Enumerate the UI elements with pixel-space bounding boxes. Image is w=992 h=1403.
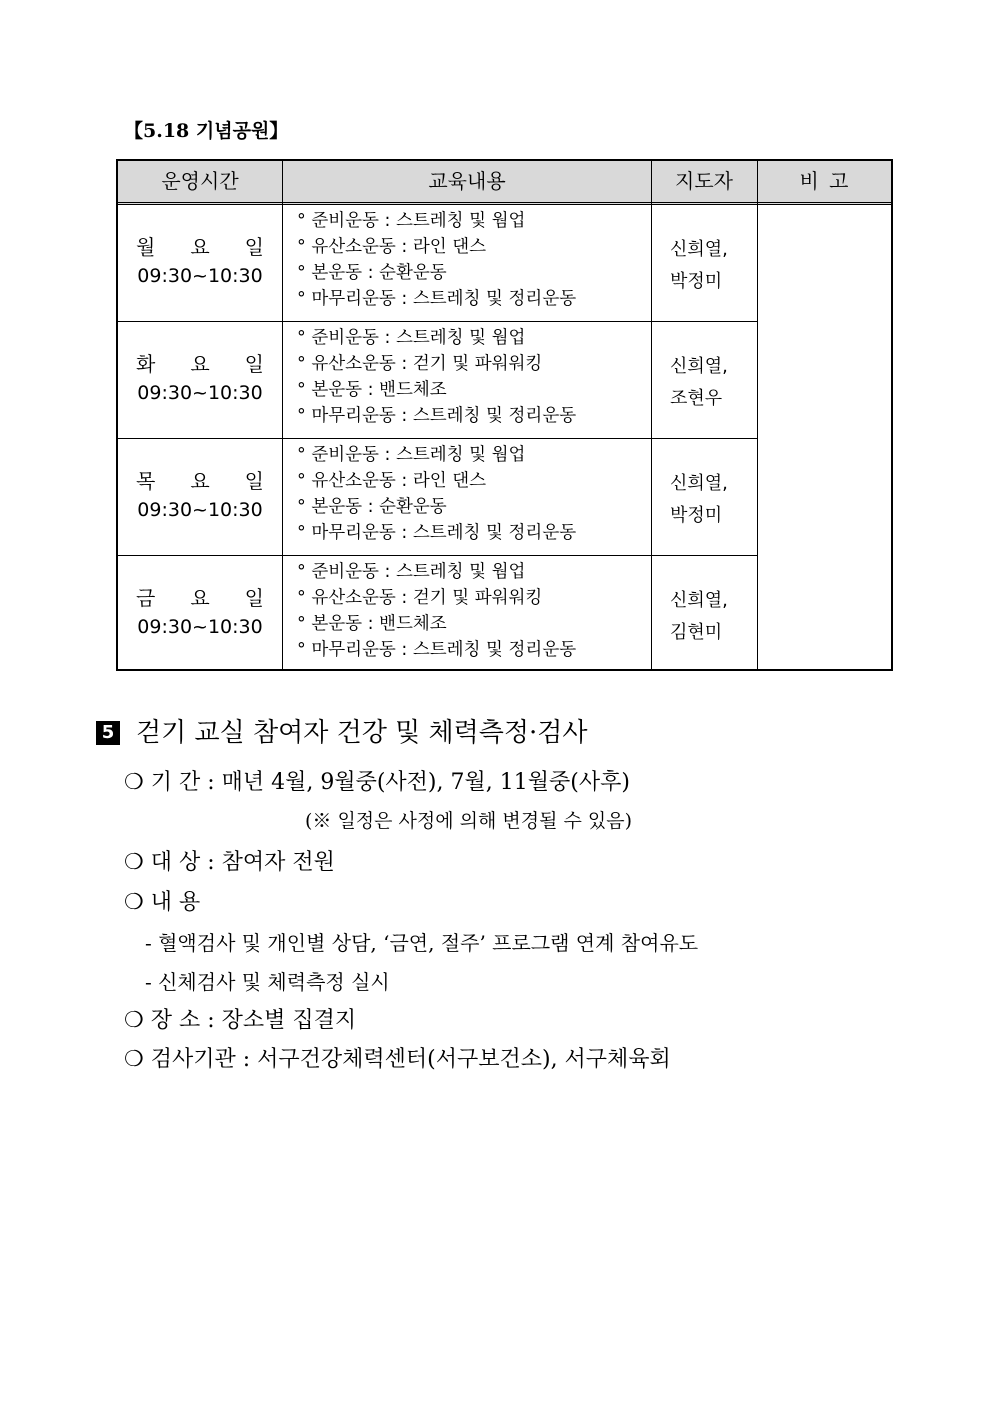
instructor-cell (652, 556, 756, 673)
header-instructor: 지도자 (675, 169, 733, 193)
schedule-table (116, 159, 893, 671)
instructor-name: 조현우 (670, 388, 723, 409)
content-subitem: - 신체검사 및 체력측정 실시 (145, 970, 390, 994)
day-cell (118, 439, 282, 556)
content-cell (283, 325, 651, 439)
content-cell (283, 208, 651, 322)
content-cell (283, 442, 651, 556)
period-item: ❍ 기 간 : 매년 4월, 9월중(사전), 7월, 11월중(사후) (124, 770, 630, 795)
content-cell (283, 559, 651, 673)
content-line: ° 유산소운동 : 라인 댄스 (297, 471, 487, 491)
day-time: 09:30~10:30 (137, 382, 263, 404)
header-remarks: 비 고 (799, 169, 851, 193)
instructor-name: 신희열, (670, 590, 728, 611)
day-time: 09:30~10:30 (137, 616, 263, 638)
content-line: ° 본운동 : 밴드체조 (297, 614, 447, 634)
content-line: ° 마무리운동 : 스트레칭 및 정리운동 (297, 406, 577, 426)
table-row (118, 439, 758, 556)
section-number-badge: 5 (96, 721, 120, 745)
content-line: ° 유산소운동 : 걷기 및 파워워킹 (297, 588, 543, 608)
content-subitem: - 혈액검사 및 개인별 상담, ‘금연, 절주’ 프로그램 연계 참여유도 (145, 931, 699, 955)
table-row (118, 205, 758, 322)
instructor-name: 신희열, (670, 473, 728, 494)
content-line: ° 본운동 : 밴드체조 (297, 380, 447, 400)
day-cell (118, 556, 282, 673)
instructor-name: 박정미 (670, 505, 723, 526)
content-line: ° 준비운동 : 스트레칭 및 웜업 (297, 562, 526, 582)
instructor-name: 박정미 (670, 271, 723, 292)
day-name: 목 요 일 (136, 469, 264, 493)
instructor-name: 신희열, (670, 239, 728, 260)
day-name: 월 요 일 (136, 235, 264, 259)
day-time: 09:30~10:30 (137, 265, 263, 287)
content-line: ° 유산소운동 : 라인 댄스 (297, 237, 487, 257)
content-line: ° 본운동 : 순환운동 (297, 497, 447, 517)
day-name: 화 요 일 (136, 352, 264, 376)
content-line: ° 본운동 : 순환운동 (297, 263, 447, 283)
header-education-content: 교육내용 (428, 169, 506, 193)
day-cell (118, 205, 282, 322)
place-item: ❍ 장 소 : 장소별 집결지 (124, 1008, 357, 1033)
content-line: ° 준비운동 : 스트레칭 및 웜업 (297, 445, 526, 465)
instructor-cell (652, 205, 756, 322)
agency-item: ❍ 검사기관 : 서구건강체력센터(서구보건소), 서구체육회 (124, 1047, 671, 1072)
content-line: ° 준비운동 : 스트레칭 및 웜업 (297, 211, 526, 231)
content-line: ° 유산소운동 : 걷기 및 파워워킹 (297, 354, 543, 374)
table-row (118, 556, 758, 673)
day-cell (118, 322, 282, 439)
day-time: 09:30~10:30 (137, 499, 263, 521)
content-line: ° 준비운동 : 스트레칭 및 웜업 (297, 328, 526, 348)
instructor-name: 김현미 (670, 622, 723, 643)
header-operating-time: 운영시간 (161, 169, 239, 193)
content-label-item: ❍ 내 용 (124, 890, 201, 915)
day-name: 금 요 일 (136, 586, 264, 610)
instructor-cell (652, 439, 756, 556)
content-line: ° 마무리운동 : 스트레칭 및 정리운동 (297, 289, 577, 309)
target-item: ❍ 대 상 : 참여자 전원 (124, 850, 335, 875)
instructor-name: 신희열, (670, 356, 728, 377)
period-note: (※ 일정은 사정에 의해 변경될 수 있음) (305, 810, 633, 832)
table-header-row (118, 161, 891, 205)
table-row (118, 322, 758, 439)
section-title: 걷기 교실 참여자 건강 및 체력측정·검사 (136, 718, 588, 748)
content-line: ° 마무리운동 : 스트레칭 및 정리운동 (297, 640, 577, 660)
content-line: ° 마무리운동 : 스트레칭 및 정리운동 (297, 523, 577, 543)
instructor-cell (652, 322, 756, 439)
table-title: 【5.18 기념공원】 (124, 120, 289, 142)
